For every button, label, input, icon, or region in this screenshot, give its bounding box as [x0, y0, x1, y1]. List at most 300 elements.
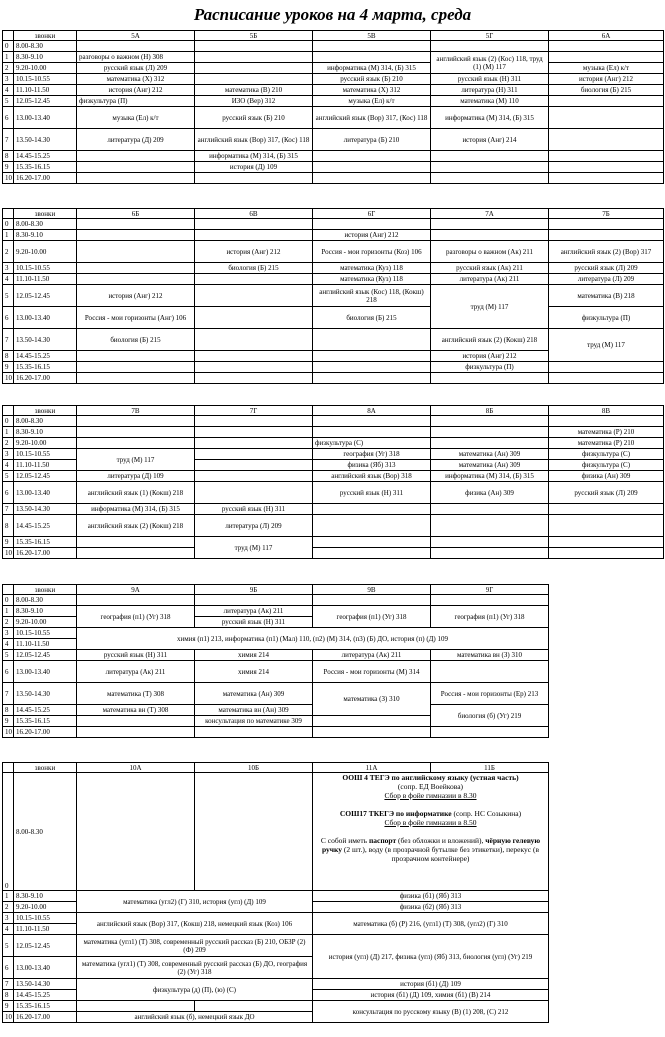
lesson-cell: физкультура (П)	[549, 307, 664, 329]
lesson-cell: история (Анг) 212	[195, 241, 313, 263]
empty-cell	[549, 151, 664, 162]
class-header: 5Г	[431, 31, 549, 41]
schedule-table-5	[2, 30, 664, 184]
class-header: 7Б	[549, 209, 664, 219]
lesson-number: 3	[3, 263, 14, 274]
empty-cell	[549, 362, 664, 373]
lesson-cell: математика (угл1) (Т) 308, современный русский рассказ (Б) 210, ОБЗР (2) (Ф) 209	[77, 935, 313, 957]
lesson-number: 6	[3, 661, 14, 683]
lesson-number: 3	[3, 628, 14, 639]
lesson-cell: русский язык (Н) 311	[313, 482, 431, 504]
lesson-cell: биология (Б) 215	[313, 307, 431, 329]
lesson-number: 6	[3, 482, 14, 504]
empty-cell	[195, 482, 313, 504]
empty-cell	[3, 406, 14, 416]
lesson-cell: ИЗО (Вер) 312	[195, 96, 313, 107]
lesson-cell: русский язык (Л) 209	[549, 482, 664, 504]
lesson-cell: английский язык (2) (Кокш) 218	[431, 329, 549, 351]
lesson-cell: Россия - мои горизонты (Коз) 106	[313, 241, 431, 263]
lesson-cell: русский язык (Н) 311	[195, 504, 313, 515]
empty-cell	[313, 162, 431, 173]
lesson-cell: труд (М) 117	[195, 537, 313, 559]
empty-cell	[77, 351, 195, 362]
empty-cell	[195, 173, 313, 184]
schedule-table-6-7	[2, 208, 664, 384]
class-header: 5А	[77, 31, 195, 41]
lesson-number: 8	[3, 351, 14, 362]
bell-time: 8.30-9.10	[14, 52, 77, 63]
bell-time: 14.45-15.25	[14, 705, 77, 716]
lesson-cell: русский язык (Л) 209	[549, 263, 664, 274]
empty-cell	[77, 41, 195, 52]
bell-time: 16.20-17.00	[14, 727, 77, 738]
empty-cell	[549, 537, 664, 548]
lesson-cell: физкультура (С)	[313, 438, 431, 449]
lesson-cell: английский язык (б), немецкий язык ДО	[77, 1012, 313, 1023]
bell-time: 13.00-13.40	[14, 661, 77, 683]
lesson-cell: английский язык (2) (Вор) 317	[549, 241, 664, 263]
bell-time: 12.05-12.45	[14, 285, 77, 307]
class-header: 9В	[313, 585, 431, 595]
lesson-number: 5	[3, 650, 14, 661]
bell-time: 8.00-8.30	[14, 773, 77, 891]
lesson-cell: Россия - мои горизонты (М) 314	[313, 661, 431, 683]
lesson-cell: информатика (М) 314, (Б) 315	[195, 151, 313, 162]
lesson-number: 10	[3, 1012, 14, 1023]
lesson-number: 5	[3, 935, 14, 957]
empty-cell	[195, 471, 313, 482]
lesson-cell: английский язык (Вор) 317, (Кос) 118	[313, 107, 431, 129]
lesson-number: 8	[3, 990, 14, 1001]
lesson-cell: Россия - мои горизонты (Ер) 213	[431, 683, 549, 705]
schedule-table-7-8	[2, 405, 664, 559]
lesson-cell: информатика (М) 314, (Б) 315	[431, 471, 549, 482]
empty-cell	[77, 241, 195, 263]
bell-time: 8.00-8.30	[14, 219, 77, 230]
empty-cell	[195, 41, 313, 52]
lesson-cell: химия (п1) 213, информатика (п1) (Мал) 110, (п2) (М) 314, (п3) (Б) ДО, история (п) (Д) 109	[77, 628, 549, 650]
lesson-cell: консультация по математике 309	[195, 716, 313, 727]
bell-time: 15.35-16.15	[14, 537, 77, 548]
lesson-cell: история (Анг) 212	[77, 285, 195, 307]
empty-cell	[195, 285, 313, 307]
empty-cell	[77, 1001, 195, 1012]
empty-cell	[431, 151, 549, 162]
empty-cell	[313, 515, 431, 537]
bell-time: 9.20-10.00	[14, 902, 77, 913]
empty-cell	[549, 129, 664, 151]
empty-cell	[431, 416, 549, 427]
bell-time: 8.30-9.10	[14, 230, 77, 241]
bells-header: звонки	[14, 763, 77, 773]
lesson-cell: русский язык (Б) 210	[313, 74, 431, 85]
lesson-number: 7	[3, 129, 14, 151]
class-header: 8В	[549, 406, 664, 416]
bell-time: 14.45-15.25	[14, 990, 77, 1001]
lesson-cell: биология (б) (Уг) 219	[431, 705, 549, 727]
bell-time: 13.00-13.40	[14, 307, 77, 329]
class-header: 10А	[77, 763, 195, 773]
lesson-cell: русский язык (Л) 209	[77, 63, 195, 74]
class-header: 6В	[195, 209, 313, 219]
lesson-cell: литература (Д) 209	[77, 129, 195, 151]
empty-cell	[77, 548, 195, 559]
empty-cell	[549, 162, 664, 173]
lesson-cell: математика (З) 310	[313, 683, 431, 716]
empty-cell	[549, 515, 664, 537]
empty-cell	[549, 41, 664, 52]
lesson-number: 4	[3, 460, 14, 471]
lesson-cell: история (б1) (Д) 109, химия (б1) (В) 214	[313, 990, 549, 1001]
empty-cell	[195, 219, 313, 230]
bells-header: звонки	[14, 406, 77, 416]
lesson-cell: география (Уг) 318	[313, 449, 431, 460]
lesson-cell: математика (В) 210	[195, 85, 313, 96]
bell-time: 13.50-14.30	[14, 129, 77, 151]
class-header: 5В	[313, 31, 431, 41]
empty-cell	[431, 173, 549, 184]
bell-time: 10.15-10.55	[14, 263, 77, 274]
lesson-number: 8	[3, 515, 14, 537]
bell-time: 10.15-10.55	[14, 74, 77, 85]
empty-cell	[77, 263, 195, 274]
class-header: 6Г	[313, 209, 431, 219]
bell-time: 8.00-8.30	[14, 41, 77, 52]
lesson-number: 0	[3, 41, 14, 52]
bell-time: 11.10-11.50	[14, 274, 77, 285]
lesson-cell: математика (угл1) (Т) 308, современный русский рассказ (Б) ДО, география (2) (Уг) 318	[77, 957, 313, 979]
empty-cell	[195, 351, 313, 362]
lesson-cell: физика (Ан) 309	[431, 482, 549, 504]
empty-cell	[431, 219, 549, 230]
empty-cell	[3, 585, 14, 595]
lesson-number: 10	[3, 173, 14, 184]
lesson-cell: химия 214	[195, 650, 313, 661]
empty-cell	[195, 773, 313, 891]
lesson-cell: математика (Ан) 309	[431, 449, 549, 460]
empty-cell	[195, 74, 313, 85]
lesson-number: 2	[3, 617, 14, 628]
class-header: 8Б	[431, 406, 549, 416]
bell-time: 11.10-11.50	[14, 639, 77, 650]
lesson-cell: математика (Р) 210	[549, 438, 664, 449]
lesson-cell: математика (угл2) (Г) 310, история (угл) (Д) 109	[77, 891, 313, 913]
lesson-cell: математика вн (Ан) 309	[195, 705, 313, 716]
lesson-cell: русский язык (Н) 311	[195, 617, 313, 628]
lesson-number: 9	[3, 716, 14, 727]
lesson-cell: литература (Ак) 211	[77, 661, 195, 683]
lesson-cell: математика (Ан) 309	[195, 683, 313, 705]
bell-time: 16.20-17.00	[14, 1012, 77, 1023]
lesson-cell: история (Анг) 212	[313, 230, 431, 241]
bell-time: 10.15-10.55	[14, 628, 77, 639]
lesson-cell: математика (Т) 308	[77, 683, 195, 705]
bell-time: 12.05-12.45	[14, 96, 77, 107]
empty-cell	[431, 41, 549, 52]
empty-cell	[195, 438, 313, 449]
empty-cell	[195, 460, 313, 471]
bell-time: 8.30-9.10	[14, 891, 77, 902]
empty-cell	[313, 548, 431, 559]
empty-cell	[77, 537, 195, 548]
page-title: Расписание уроков на 4 марта, среда	[193, 5, 472, 24]
empty-cell	[77, 274, 195, 285]
lesson-number: 1	[3, 230, 14, 241]
empty-cell	[313, 727, 431, 738]
lesson-cell: музыка (Ел) к/т	[77, 107, 195, 129]
lesson-cell: математика (б) (Р) 216, (угл1) (Т) 308, (угл2) (Г) 310	[313, 913, 549, 935]
bell-time: 8.30-9.10	[14, 427, 77, 438]
bell-time: 10.15-10.55	[14, 913, 77, 924]
lesson-number: 7	[3, 683, 14, 705]
class-header: 9Г	[431, 585, 549, 595]
empty-cell	[313, 52, 431, 63]
bell-time: 8.00-8.30	[14, 416, 77, 427]
empty-cell	[77, 151, 195, 162]
lesson-cell: труд (М) 117	[549, 329, 664, 362]
lesson-cell: английский язык (Вор) 318	[313, 471, 431, 482]
lesson-number: 2	[3, 438, 14, 449]
empty-cell	[77, 373, 195, 384]
lesson-number: 2	[3, 241, 14, 263]
empty-cell	[195, 595, 313, 606]
empty-cell	[431, 162, 549, 173]
bell-time: 15.35-16.15	[14, 716, 77, 727]
empty-cell	[77, 219, 195, 230]
empty-cell	[195, 416, 313, 427]
bell-time: 16.20-17.00	[14, 548, 77, 559]
lesson-cell: литература (Ак) 211	[195, 606, 313, 617]
empty-cell	[195, 52, 313, 63]
bell-time: 15.35-16.15	[14, 1001, 77, 1012]
lesson-cell: литература (Н) 311	[431, 85, 549, 96]
lesson-cell: математика (В) 218	[549, 285, 664, 307]
lesson-number: 8	[3, 705, 14, 716]
bell-time: 13.50-14.30	[14, 504, 77, 515]
lesson-number: 2	[3, 63, 14, 74]
lesson-cell: литература (Ак) 211	[313, 650, 431, 661]
lesson-number: 4	[3, 924, 14, 935]
lesson-cell: разговоры о важном (Ак) 211	[431, 241, 549, 263]
empty-cell	[313, 373, 431, 384]
empty-cell	[431, 548, 549, 559]
empty-cell	[431, 727, 549, 738]
exam-notice: ООШ 4 ТЕГЭ по английскому языку (устная часть) (сопр. ЕД Воейкова) Сбор в фойе гимназии в 8.30 СОШ17 ТКЕГЭ по информатике (сопр. НС Созыкина) Сбор в фойе гимназии в 8.50 С собой иметь паспорт (без обложки и вложений), чёрную гелевую ручку (2 шт.), воду (в прозрачной бутылке без этикетки), перекус (в прозрачном контейнере)	[313, 773, 549, 891]
lesson-cell: физкультура (П)	[77, 96, 195, 107]
lesson-number: 6	[3, 107, 14, 129]
class-header: 5Б	[195, 31, 313, 41]
bell-time: 14.45-15.25	[14, 151, 77, 162]
class-header: 9А	[77, 585, 195, 595]
schedule-table-9	[2, 584, 549, 738]
lesson-number: 9	[3, 162, 14, 173]
bell-time: 11.10-11.50	[14, 924, 77, 935]
empty-cell	[313, 427, 431, 438]
lesson-cell: русский язык (Ак) 211	[431, 263, 549, 274]
empty-cell	[195, 1001, 313, 1012]
empty-cell	[549, 96, 664, 107]
empty-cell	[77, 162, 195, 173]
lesson-cell: русский язык (Б) 210	[195, 107, 313, 129]
class-header: 9Б	[195, 585, 313, 595]
empty-cell	[195, 329, 313, 351]
empty-cell	[77, 773, 195, 891]
empty-cell	[195, 63, 313, 74]
class-header: 10Б	[195, 763, 313, 773]
bell-time: 9.20-10.00	[14, 617, 77, 628]
bell-time: 15.35-16.15	[14, 362, 77, 373]
lesson-number: 7	[3, 504, 14, 515]
lesson-cell: математика (Х) 312	[313, 85, 431, 96]
bell-time: 14.45-15.25	[14, 351, 77, 362]
lesson-cell: химия 214	[195, 661, 313, 683]
lesson-number: 6	[3, 307, 14, 329]
lesson-number: 7	[3, 329, 14, 351]
bell-time: 16.20-17.00	[14, 173, 77, 184]
lesson-number: 8	[3, 151, 14, 162]
lesson-cell: география (п1) (Уг) 318	[313, 606, 431, 628]
empty-cell	[431, 504, 549, 515]
lesson-number: 5	[3, 285, 14, 307]
empty-cell	[77, 716, 195, 727]
empty-cell	[313, 151, 431, 162]
bell-time: 8.00-8.30	[14, 595, 77, 606]
lesson-cell: Россия - мои горизонты (Анг) 106	[77, 307, 195, 329]
lesson-cell: история (б1) (Д) 109	[313, 979, 549, 990]
lesson-cell: история (Анг) 212	[431, 351, 549, 362]
lesson-number: 3	[3, 449, 14, 460]
lesson-cell: литература (Б) 210	[313, 129, 431, 151]
lesson-cell: разговоры о важном (Н) 308	[77, 52, 195, 63]
empty-cell	[195, 230, 313, 241]
lesson-cell: литература (Д) 109	[77, 471, 195, 482]
empty-cell	[549, 230, 664, 241]
empty-cell	[195, 449, 313, 460]
lesson-cell: математика вн (Т) 308	[77, 705, 195, 716]
lesson-cell: география (п1) (Уг) 318	[431, 606, 549, 628]
lesson-number: 10	[3, 373, 14, 384]
lesson-cell: английский язык (Кос) 118, (Кокш) 218	[313, 285, 431, 307]
bell-time: 12.05-12.45	[14, 935, 77, 957]
bell-time: 9.20-10.00	[14, 241, 77, 263]
lesson-cell: литература (Л) 209	[549, 274, 664, 285]
lesson-cell: физика (б1) (Яб) 313	[313, 891, 549, 902]
lesson-cell: информатика (М) 314, (Б) 315	[431, 107, 549, 129]
empty-cell	[3, 31, 14, 41]
empty-cell	[313, 504, 431, 515]
lesson-number: 3	[3, 913, 14, 924]
bells-header: звонки	[14, 209, 77, 219]
lesson-cell: история (Анг) 212	[77, 85, 195, 96]
class-header: 11Б	[431, 763, 549, 773]
lesson-number: 1	[3, 606, 14, 617]
empty-cell	[313, 173, 431, 184]
lesson-number: 0	[3, 773, 14, 891]
empty-cell	[77, 362, 195, 373]
lesson-cell: биология (Б) 215	[77, 329, 195, 351]
lesson-number: 5	[3, 471, 14, 482]
empty-cell	[549, 548, 664, 559]
lesson-number: 9	[3, 1001, 14, 1012]
lesson-cell: биология (Б) 215	[549, 85, 664, 96]
lesson-cell: физкультура (С)	[549, 460, 664, 471]
lesson-cell: английский язык (Вор) 317, (Кос) 118	[195, 129, 313, 151]
empty-cell	[431, 438, 549, 449]
empty-cell	[549, 173, 664, 184]
bell-time: 14.45-15.25	[14, 515, 77, 537]
lesson-number: 1	[3, 52, 14, 63]
empty-cell	[313, 362, 431, 373]
class-header: 11А	[313, 763, 431, 773]
lesson-cell: биология (Б) 215	[195, 263, 313, 274]
lesson-cell: русский язык (Н) 311	[431, 74, 549, 85]
lesson-cell: английский язык (Вор) 317, (Кокш) 218, немецкий язык (Коз) 106	[77, 913, 313, 935]
bell-time: 13.50-14.30	[14, 683, 77, 705]
lesson-number: 0	[3, 595, 14, 606]
bell-time: 13.00-13.40	[14, 482, 77, 504]
lesson-number: 4	[3, 274, 14, 285]
empty-cell	[549, 504, 664, 515]
bells-header: звонки	[14, 31, 77, 41]
empty-cell	[549, 416, 664, 427]
empty-cell	[549, 52, 664, 63]
class-header: 7А	[431, 209, 549, 219]
empty-cell	[313, 416, 431, 427]
empty-cell	[549, 219, 664, 230]
lesson-cell: история (угл) (Д) 217, физика (угл) (Яб) 313, биология (угл) (Уг) 219	[313, 935, 549, 979]
empty-cell	[3, 763, 14, 773]
empty-cell	[313, 537, 431, 548]
empty-cell	[431, 515, 549, 537]
empty-cell	[3, 209, 14, 219]
lesson-number: 9	[3, 537, 14, 548]
bell-time: 12.05-12.45	[14, 650, 77, 661]
lesson-number: 0	[3, 416, 14, 427]
lesson-number: 3	[3, 74, 14, 85]
lesson-cell: математика вн (З) 310	[431, 650, 549, 661]
lesson-cell: история (Д) 109	[195, 162, 313, 173]
class-header: 8А	[313, 406, 431, 416]
empty-cell	[77, 173, 195, 184]
empty-cell	[195, 727, 313, 738]
lesson-number: 5	[3, 96, 14, 107]
lesson-cell: физика (б2) (Яб) 313	[313, 902, 549, 913]
bell-time: 11.10-11.50	[14, 85, 77, 96]
lesson-number: 1	[3, 427, 14, 438]
lesson-cell: математика (Куз) 118	[313, 263, 431, 274]
lesson-cell: география (п1) (Уг) 318	[77, 606, 195, 628]
empty-cell	[195, 427, 313, 438]
empty-cell	[431, 230, 549, 241]
bell-time: 13.50-14.30	[14, 329, 77, 351]
bell-time: 15.35-16.15	[14, 162, 77, 173]
empty-cell	[431, 661, 549, 683]
lesson-number: 4	[3, 85, 14, 96]
lesson-cell: математика (Х) 312	[77, 74, 195, 85]
lesson-cell: история (Анг) 212	[549, 74, 664, 85]
empty-cell	[77, 416, 195, 427]
lesson-cell: математика (Ан) 309	[431, 460, 549, 471]
lesson-cell: информатика (М) 314, (Б) 315	[313, 63, 431, 74]
empty-cell	[431, 537, 549, 548]
empty-cell	[431, 427, 549, 438]
lesson-cell: математика (Р) 210	[549, 427, 664, 438]
empty-cell	[195, 307, 313, 329]
bell-time: 9.20-10.00	[14, 438, 77, 449]
lesson-cell: музыка (Ел) к/т	[313, 96, 431, 107]
empty-cell	[313, 329, 431, 351]
empty-cell	[313, 716, 431, 727]
